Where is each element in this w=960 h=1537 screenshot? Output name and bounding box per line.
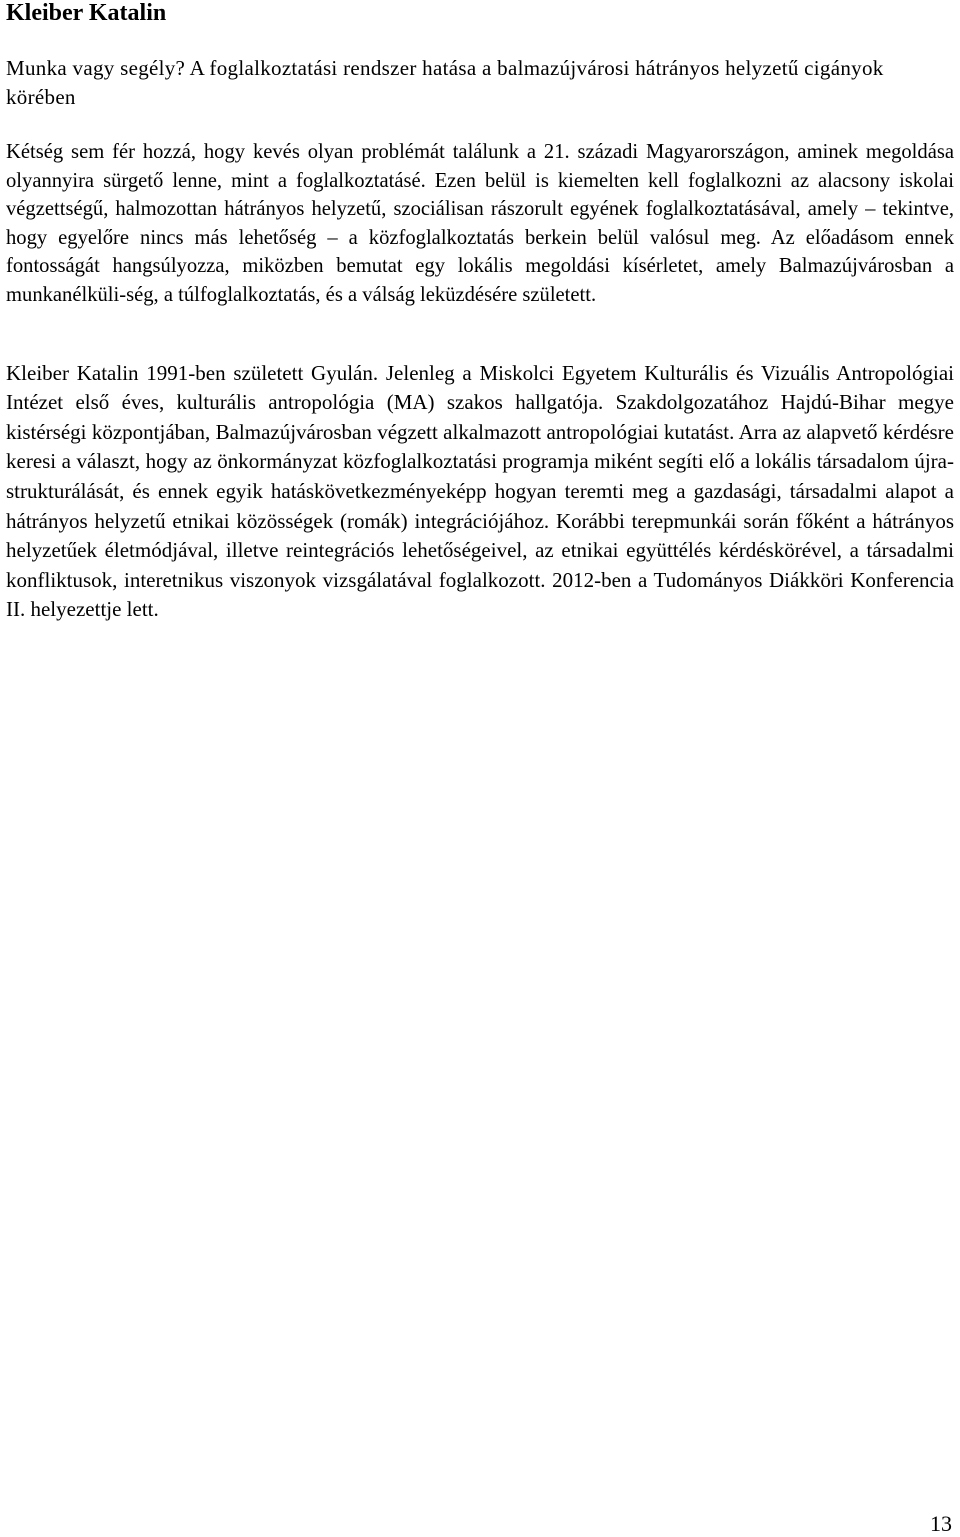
abstract-paragraph: Kétség sem fér hozzá, hogy kevés olyan problémát találunk a 21. századi Magyarországon, aminek megoldása olyannyira sürgető lenne, mint a foglalkoztatásé. Ezen belül is kiemelten kell foglalkozni az alacsony iskolai végzettségű, halmozottan hátrányos helyzetű, szociálisan rászorult egyének foglalkoztatásával, amely – tekintve, hogy egyelőre nincs más lehetőség – a közfoglalkoztatás berkein belül valósul meg. Az előadásom ennek fontosságát hangsúlyozza, miközben bemutat egy lokális megoldási kísérletet, amely Balmazújvárosban a munkanélküli-ség, a túlfoglalkoztatás, és a válság leküzdésére született.: [6, 141, 954, 306]
author-bio-paragraph: Kleiber Katalin 1991-ben született Gyulán. Jelenleg a Miskolci Egyetem Kulturális és Vizuális Antropológiai Intézet első éves, kulturális antropológia (MA) szakos hallgatója. Szakdolgozatához Hajdú-Bihar megye kistérségi központjában, Balmazújvárosban végzett alkalmazott antropológiai kutatást. Arra az alapvető kérdésre keresi a választ, hogy az önkormányzat közfoglalkoztatási programja miként segíti elő a lokális társadalom újra-strukturálását, és ennek egyik hatáskövetkezményeképp hogyan teremti meg a gazdasági, társadalmi alapot a hátrányos helyzetű etnikai közösségek (romák) integrációjához. Korábbi terepmunkái során főként a hátrányos helyzetűek életmódjával, illetve reintegrációs lehetőségeivel, az etnikai együttélés kérdéskörével, a társadalmi konfliktusok, interetnikus viszonyok vizsgálatával foglalkozott. 2012-ben a Tudományos Diákköri Konferencia II. helyezettje lett.: [6, 360, 954, 622]
document-page: [6, 0, 954, 625]
author-heading: Kleiber Katalin: [6, 0, 167, 26]
paper-title: Munka vagy segély? A foglalkoztatási rendszer hatása a balmazújvárosi hátrányos helyzetű cigányok körében: [6, 56, 884, 109]
page-number: 13: [930, 1511, 952, 1536]
